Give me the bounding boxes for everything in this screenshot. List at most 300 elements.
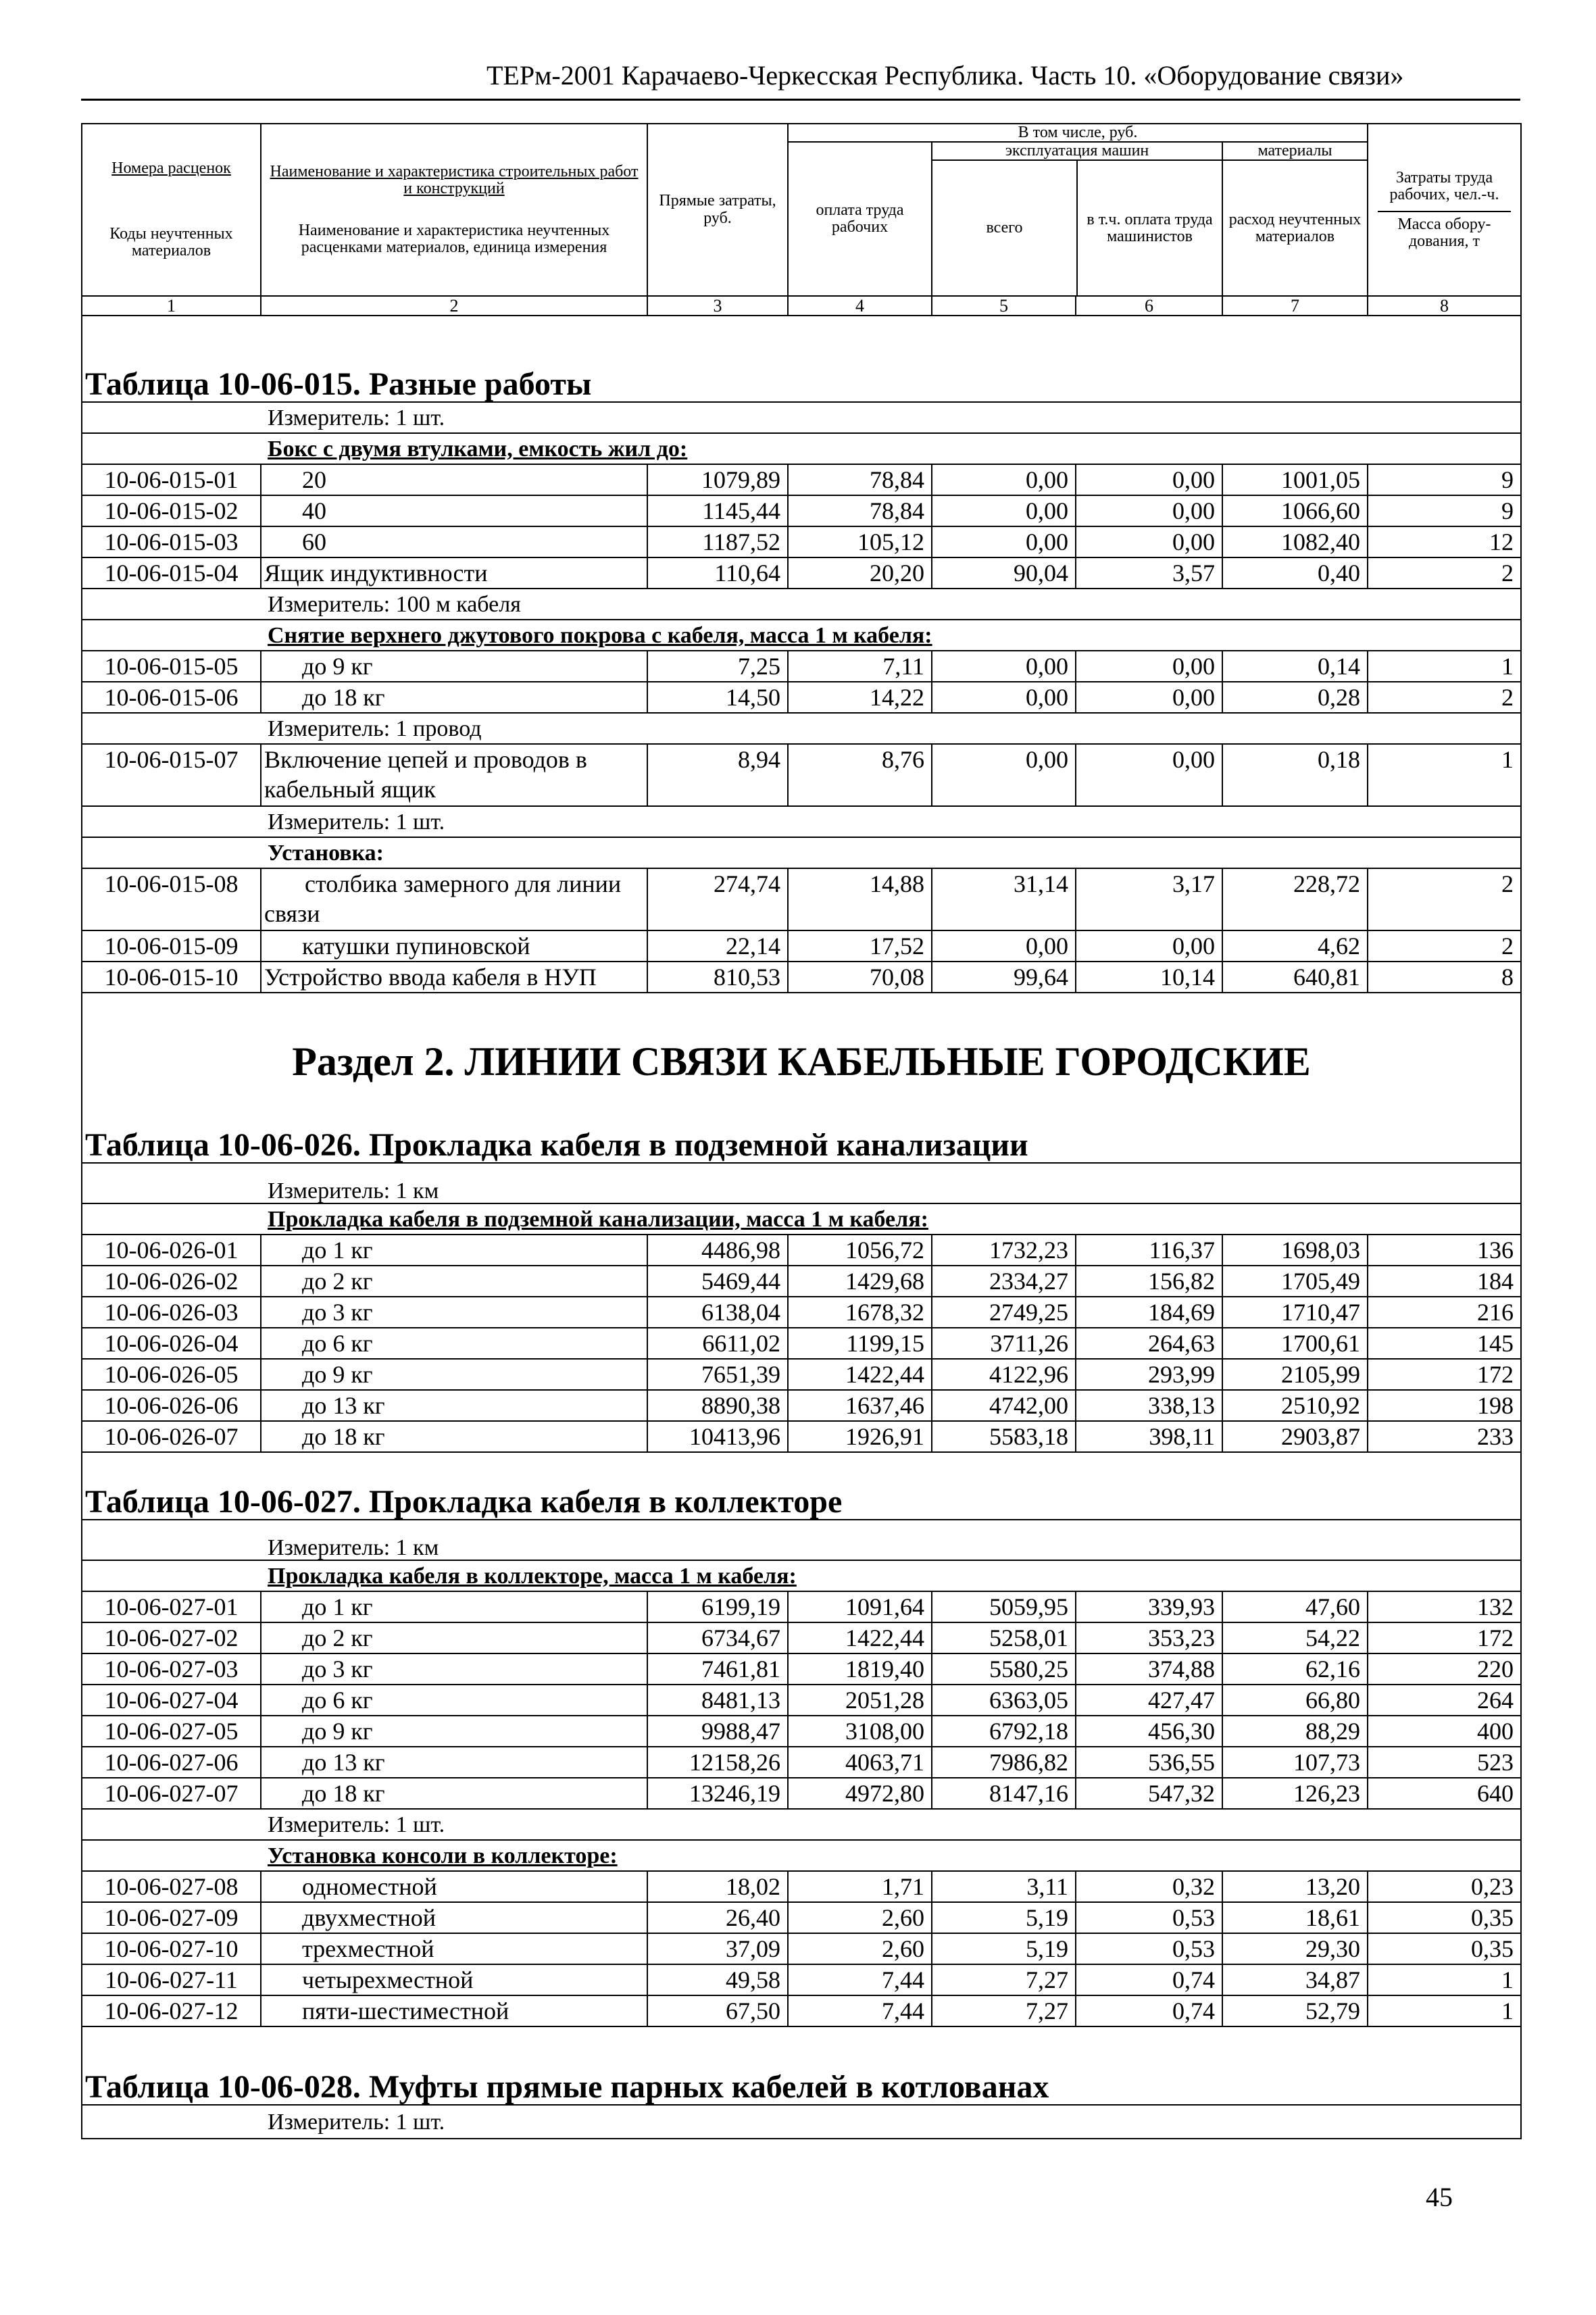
table-row [82, 1235, 1521, 1266]
rate-code: 10-06-015-08 [82, 868, 261, 930]
rate-code: 10-06-026-05 [82, 1359, 261, 1390]
work-name: до 13 кг [261, 1390, 647, 1421]
direct-costs: 110,64 [647, 557, 788, 589]
labor-hours: 172 [1368, 1359, 1521, 1390]
machine-costs: 31,14 [932, 868, 1076, 930]
worker-pay: 20,20 [788, 557, 932, 589]
labor-hours: 0,35 [1368, 1902, 1521, 1933]
labor-hours: 1 [1368, 1964, 1521, 1995]
materials-cost: 126,23 [1222, 1778, 1368, 1809]
worker-pay: 1091,64 [788, 1591, 932, 1622]
work-name: до 2 кг [261, 1266, 647, 1297]
work-name: до 18 кг [261, 1778, 647, 1809]
machine-costs: 6363,05 [932, 1685, 1076, 1716]
worker-pay: 1422,44 [788, 1359, 932, 1390]
table-row [82, 1653, 1521, 1685]
worker-pay: 7,11 [788, 651, 932, 682]
machine-costs: 7,27 [932, 1964, 1076, 1995]
machine-costs: 2749,25 [932, 1297, 1076, 1328]
direct-costs: 26,40 [647, 1902, 788, 1933]
labor-hours: 2 [1368, 557, 1521, 589]
unit-row [82, 806, 1521, 837]
machinist-pay: 0,00 [1076, 651, 1222, 682]
worker-pay: 14,22 [788, 682, 932, 713]
unit-label: Измеритель: 1 шт. [261, 402, 1521, 433]
materials-cost: 1698,03 [1222, 1235, 1368, 1266]
direct-costs: 6734,67 [647, 1622, 788, 1653]
rate-code: 10-06-026-07 [82, 1421, 261, 1452]
table-row [82, 1933, 1521, 1964]
machinist-pay: 536,55 [1076, 1747, 1222, 1778]
direct-costs: 1079,89 [647, 464, 788, 495]
worker-pay: 105,12 [788, 526, 932, 557]
materials-cost: 29,30 [1222, 1933, 1368, 1964]
group-label: Установка: [261, 837, 1521, 868]
rate-code: 10-06-015-02 [82, 495, 261, 526]
table-row [82, 464, 1521, 495]
rate-code: 10-06-026-06 [82, 1390, 261, 1421]
page-number: 45 [1426, 2182, 1453, 2212]
unit-label: Измеритель: 1 шт. [261, 1809, 1521, 1840]
labor-hours: 132 [1368, 1591, 1521, 1622]
table-title-028: Таблица 10-06-028. Муфты прямые парных кабелей в котлованах [82, 2026, 1521, 2105]
work-name: до 2 кг [261, 1622, 647, 1653]
labor-hours: 145 [1368, 1328, 1521, 1359]
labor-hours: 1 [1368, 744, 1521, 806]
materials-cost: 1710,47 [1222, 1297, 1368, 1328]
labor-hours: 233 [1368, 1421, 1521, 1452]
machine-costs: 6792,18 [932, 1716, 1076, 1747]
machinist-pay: 0,53 [1076, 1933, 1222, 1964]
machinist-pay: 456,30 [1076, 1716, 1222, 1747]
direct-costs: 22,14 [647, 930, 788, 962]
col-number: 7 [1222, 296, 1368, 316]
group-row [82, 1203, 1521, 1235]
machine-costs: 5,19 [932, 1902, 1076, 1933]
direct-costs: 6138,04 [647, 1297, 788, 1328]
rate-code: 10-06-026-02 [82, 1266, 261, 1297]
table-row [82, 1390, 1521, 1421]
labor-hours: 1 [1368, 1995, 1521, 2026]
work-name: до 6 кг [261, 1685, 647, 1716]
machinist-pay: 0,00 [1076, 495, 1222, 526]
work-name: до 3 кг [261, 1297, 647, 1328]
work-name: катушки пупиновской [261, 930, 647, 962]
table-row [82, 962, 1521, 993]
worker-pay: 7,44 [788, 1995, 932, 2026]
header-direct-costs: Прямые затраты, руб. [647, 124, 788, 296]
rate-code: 10-06-015-05 [82, 651, 261, 682]
direct-costs: 18,02 [647, 1871, 788, 1902]
table-row [82, 1359, 1521, 1390]
table-row [82, 1266, 1521, 1297]
direct-costs: 14,50 [647, 682, 788, 713]
labor-hours: 9 [1368, 495, 1521, 526]
machinist-pay: 184,69 [1076, 1297, 1222, 1328]
machine-costs: 7,27 [932, 1995, 1076, 2026]
table-row [82, 1421, 1521, 1452]
materials-cost: 62,16 [1222, 1653, 1368, 1685]
table-title-row [82, 316, 1521, 402]
unit-label: Измеритель: 1 шт. [261, 806, 1521, 837]
materials-cost: 47,60 [1222, 1591, 1368, 1622]
group-label: Установка консоли в коллекторе: [261, 1840, 1521, 1871]
section-title-row [82, 993, 1521, 1083]
worker-pay: 1056,72 [788, 1235, 932, 1266]
header-codes [82, 124, 261, 296]
table-row [82, 1328, 1521, 1359]
machine-costs: 5,19 [932, 1933, 1076, 1964]
machinist-pay: 0,00 [1076, 930, 1222, 962]
work-name: до 9 кг [261, 651, 647, 682]
col-number: 8 [1368, 296, 1521, 316]
materials-cost: 1082,40 [1222, 526, 1368, 557]
materials-cost: 66,80 [1222, 1685, 1368, 1716]
machinist-pay: 353,23 [1076, 1622, 1222, 1653]
header-labor-costs: Затраты труда рабочих, чел.-ч. [1389, 169, 1499, 204]
labor-hours: 400 [1368, 1716, 1521, 1747]
work-name: столбика замерного для линии связи [261, 868, 647, 930]
worker-pay: 1637,46 [788, 1390, 932, 1421]
labor-hours: 9 [1368, 464, 1521, 495]
table-row [82, 1685, 1521, 1716]
materials-cost: 228,72 [1222, 868, 1368, 930]
machine-costs: 5258,01 [932, 1622, 1076, 1653]
col-number: 2 [261, 296, 647, 316]
header-machines [932, 142, 1222, 296]
work-name: трехместной [261, 1933, 647, 1964]
machine-costs: 8147,16 [932, 1778, 1076, 1809]
col-number: 3 [647, 296, 788, 316]
rate-code: 10-06-015-10 [82, 962, 261, 993]
work-name: до 18 кг [261, 682, 647, 713]
group-label: Прокладка кабеля в подземной канализации, масса 1 м кабеля: [261, 1203, 1521, 1235]
machine-costs: 3,11 [932, 1871, 1076, 1902]
materials-cost: 2105,99 [1222, 1359, 1368, 1390]
work-name: 40 [261, 495, 647, 526]
direct-costs: 810,53 [647, 962, 788, 993]
work-name: 60 [261, 526, 647, 557]
materials-cost: 1700,61 [1222, 1328, 1368, 1359]
table-row [82, 1964, 1521, 1995]
work-name: до 3 кг [261, 1653, 647, 1685]
table-row [82, 526, 1521, 557]
worker-pay: 17,52 [788, 930, 932, 962]
direct-costs: 12158,26 [647, 1747, 788, 1778]
machinist-pay: 116,37 [1076, 1235, 1222, 1266]
labor-hours: 2 [1368, 930, 1521, 962]
machine-costs: 0,00 [932, 930, 1076, 962]
machine-costs: 0,00 [932, 651, 1076, 682]
worker-pay: 1429,68 [788, 1266, 932, 1297]
group-row [82, 433, 1521, 464]
labor-hours: 220 [1368, 1653, 1521, 1685]
rate-code: 10-06-026-04 [82, 1328, 261, 1359]
header-equipment-mass: Масса обору-дования, т [1397, 215, 1491, 250]
unit-label: Измеритель: 1 км [261, 1163, 1521, 1203]
rate-code: 10-06-015-09 [82, 930, 261, 962]
rate-code: 10-06-027-12 [82, 1995, 261, 2026]
table-row [82, 495, 1521, 526]
machine-costs: 4742,00 [932, 1390, 1076, 1421]
machinist-pay: 427,47 [1076, 1685, 1222, 1716]
rate-code: 10-06-027-08 [82, 1871, 261, 1902]
direct-costs: 274,74 [647, 868, 788, 930]
table-row [82, 1716, 1521, 1747]
table-title-row [82, 2026, 1521, 2105]
table-row [82, 1297, 1521, 1328]
direct-costs: 13246,19 [647, 1778, 788, 1809]
rate-code: 10-06-027-02 [82, 1622, 261, 1653]
worker-pay: 78,84 [788, 464, 932, 495]
worker-pay: 4063,71 [788, 1747, 932, 1778]
header-materials [1222, 142, 1368, 296]
direct-costs: 8481,13 [647, 1685, 788, 1716]
header-machines-total: всего [932, 160, 1077, 295]
group-row [82, 620, 1521, 651]
labor-hours: 264 [1368, 1685, 1521, 1716]
labor-hours: 0,23 [1368, 1871, 1521, 1902]
unit-label: Измеритель: 1 провод [261, 713, 1521, 744]
machine-costs: 0,00 [932, 744, 1076, 806]
table-row [82, 1995, 1521, 2026]
labor-hours: 640 [1368, 1778, 1521, 1809]
table-row [82, 1591, 1521, 1622]
price-table-frame [81, 123, 1520, 2187]
machine-costs: 0,00 [932, 526, 1076, 557]
header-machinists-pay: в т.ч. оплата труда машинистов [1087, 210, 1213, 245]
materials-cost: 1001,05 [1222, 464, 1368, 495]
materials-cost: 1066,60 [1222, 495, 1368, 526]
machinist-pay: 0,53 [1076, 1902, 1222, 1933]
labor-hours: 523 [1368, 1747, 1521, 1778]
unit-row [82, 1163, 1521, 1203]
rate-code: 10-06-015-06 [82, 682, 261, 713]
unit-row [82, 713, 1521, 744]
machinist-pay: 156,82 [1076, 1266, 1222, 1297]
rate-code: 10-06-027-09 [82, 1902, 261, 1933]
direct-costs: 5469,44 [647, 1266, 788, 1297]
unit-label: Измеритель: 100 м кабеля [261, 589, 1521, 620]
labor-hours: 172 [1368, 1622, 1521, 1653]
direct-costs: 1145,44 [647, 495, 788, 526]
running-head: ТЕРм-2001 Карачаево-Черкесская Республика. Часть 10. «Оборудование связи» [487, 60, 1404, 91]
section-title: Раздел 2. ЛИНИИ СВЯЗИ КАБЕЛЬНЫЕ ГОРОДСКИЕ [82, 993, 1521, 1083]
machine-costs: 2334,27 [932, 1266, 1076, 1297]
labor-hours: 2 [1368, 868, 1521, 930]
group-label: Бокс с двумя втулками, емкость жил до: [261, 433, 1521, 464]
machinist-pay: 0,00 [1076, 464, 1222, 495]
worker-pay: 1,71 [788, 1871, 932, 1902]
table-row [82, 1747, 1521, 1778]
machinist-pay: 339,93 [1076, 1591, 1222, 1622]
machine-costs: 4122,96 [932, 1359, 1076, 1390]
group-row [82, 837, 1521, 868]
worker-pay: 2,60 [788, 1902, 932, 1933]
materials-cost: 54,22 [1222, 1622, 1368, 1653]
header-names [261, 124, 647, 296]
rate-code: 10-06-027-03 [82, 1653, 261, 1685]
rate-code: 10-06-015-04 [82, 557, 261, 589]
work-name: до 9 кг [261, 1716, 647, 1747]
table-title-026: Таблица 10-06-026. Прокладка кабеля в подземной канализации [82, 1083, 1521, 1163]
machine-costs: 3711,26 [932, 1328, 1076, 1359]
materials-cost: 2510,92 [1222, 1390, 1368, 1421]
col-number: 5 [932, 296, 1076, 316]
labor-hours: 2 [1368, 682, 1521, 713]
rate-code: 10-06-027-05 [82, 1716, 261, 1747]
machine-costs: 1732,23 [932, 1235, 1076, 1266]
direct-costs: 7461,81 [647, 1653, 788, 1685]
labor-hours: 0,35 [1368, 1933, 1521, 1964]
header-worker-pay: оплата труда рабочих [788, 142, 932, 296]
direct-costs: 6611,02 [647, 1328, 788, 1359]
direct-costs: 7,25 [647, 651, 788, 682]
work-name: до 1 кг [261, 1235, 647, 1266]
worker-pay: 1678,32 [788, 1297, 932, 1328]
table-row [82, 744, 1521, 806]
machinist-pay: 0,32 [1076, 1871, 1222, 1902]
table-row [82, 930, 1521, 962]
table-row [82, 651, 1521, 682]
table-title-row [82, 1452, 1521, 1520]
table-row [82, 1778, 1521, 1809]
machine-costs: 0,00 [932, 464, 1076, 495]
materials-cost: 0,28 [1222, 682, 1368, 713]
col-number: 1 [82, 296, 261, 316]
rate-code: 10-06-027-06 [82, 1747, 261, 1778]
work-name: одноместной [261, 1871, 647, 1902]
rate-code: 10-06-027-01 [82, 1591, 261, 1622]
materials-cost: 0,14 [1222, 651, 1368, 682]
machinist-pay: 3,57 [1076, 557, 1222, 589]
unit-row [82, 2105, 1521, 2139]
machinist-pay: 10,14 [1076, 962, 1222, 993]
table-row [82, 1871, 1521, 1902]
worker-pay: 2051,28 [788, 1685, 932, 1716]
col-number: 4 [788, 296, 932, 316]
col-number: 6 [1076, 296, 1222, 316]
machinist-pay: 0,00 [1076, 682, 1222, 713]
work-name: 20 [261, 464, 647, 495]
direct-costs: 7651,39 [647, 1359, 788, 1390]
materials-cost: 13,20 [1222, 1871, 1368, 1902]
work-name: четырехместной [261, 1964, 647, 1995]
header-labor-mass [1368, 124, 1521, 296]
header-rule [81, 99, 1520, 101]
machinist-pay: 293,99 [1076, 1359, 1222, 1390]
table-title-row [82, 1083, 1521, 1163]
direct-costs: 67,50 [647, 1995, 788, 2026]
table-row [82, 682, 1521, 713]
materials-cost: 88,29 [1222, 1716, 1368, 1747]
work-name: до 9 кг [261, 1359, 647, 1390]
labor-hours: 1 [1368, 651, 1521, 682]
work-name: до 13 кг [261, 1747, 647, 1778]
machine-costs: 7986,82 [932, 1747, 1076, 1778]
header-materials-label: материалы [1223, 143, 1367, 160]
rate-code: 10-06-015-03 [82, 526, 261, 557]
labor-hours: 8 [1368, 962, 1521, 993]
machine-costs: 99,64 [932, 962, 1076, 993]
rate-code: 10-06-027-04 [82, 1685, 261, 1716]
header-codes-top: Номера расценок [111, 159, 231, 177]
direct-costs: 9988,47 [647, 1716, 788, 1747]
work-name: двухместной [261, 1902, 647, 1933]
machinist-pay: 398,11 [1076, 1421, 1222, 1452]
header-names-bottom: Наименование и характеристика неучтенных расценками материалов, единица измерения [298, 221, 610, 256]
table-title-015: Таблица 10-06-015. Разные работы [82, 316, 1521, 402]
table-row [82, 557, 1521, 589]
work-name: Ящик индуктивности [261, 557, 647, 589]
worker-pay: 3108,00 [788, 1716, 932, 1747]
materials-cost: 640,81 [1222, 962, 1368, 993]
work-name: пяти-шестиместной [261, 1995, 647, 2026]
worker-pay: 1819,40 [788, 1653, 932, 1685]
work-name: Включение цепей и проводов в кабельный ящик [261, 744, 647, 806]
machinist-pay: 264,63 [1076, 1328, 1222, 1359]
rate-code: 10-06-027-07 [82, 1778, 261, 1809]
direct-costs: 8,94 [647, 744, 788, 806]
work-name: Устройство ввода кабеля в НУП [261, 962, 647, 993]
worker-pay: 1926,91 [788, 1421, 932, 1452]
rate-code: 10-06-015-01 [82, 464, 261, 495]
unit-label: Измеритель: 1 шт. [261, 2105, 1521, 2139]
machinist-pay: 374,88 [1076, 1653, 1222, 1685]
table-row [82, 1902, 1521, 1933]
machine-costs: 0,00 [932, 495, 1076, 526]
direct-costs: 6199,19 [647, 1591, 788, 1622]
unit-row [82, 589, 1521, 620]
work-name: до 1 кг [261, 1591, 647, 1622]
machinist-pay: 0,74 [1076, 1995, 1222, 2026]
worker-pay: 7,44 [788, 1964, 932, 1995]
machinist-pay: 338,13 [1076, 1390, 1222, 1421]
machinist-pay: 3,17 [1076, 868, 1222, 930]
machinist-pay: 547,32 [1076, 1778, 1222, 1809]
direct-costs: 37,09 [647, 1933, 788, 1964]
table-row [82, 868, 1521, 930]
materials-cost: 34,87 [1222, 1964, 1368, 1995]
worker-pay: 8,76 [788, 744, 932, 806]
table-title-027: Таблица 10-06-027. Прокладка кабеля в коллекторе [82, 1452, 1521, 1520]
machine-costs: 5059,95 [932, 1591, 1076, 1622]
labor-hours: 184 [1368, 1266, 1521, 1297]
rate-code: 10-06-026-03 [82, 1297, 261, 1328]
table-header-row-1 [82, 124, 1521, 142]
header-including: В том числе, руб. [788, 124, 1368, 142]
unit-row [82, 1520, 1521, 1560]
header-labor-divider [1378, 211, 1511, 212]
unit-row [82, 402, 1521, 433]
worker-pay: 14,88 [788, 868, 932, 930]
header-machines-label: эксплуатация машин [932, 143, 1222, 160]
worker-pay: 4972,80 [788, 1778, 932, 1809]
machine-costs: 0,00 [932, 682, 1076, 713]
machine-costs: 90,04 [932, 557, 1076, 589]
header-codes-bottom: Коды неучтенных материалов [109, 225, 233, 260]
direct-costs: 49,58 [647, 1964, 788, 1995]
direct-costs: 1187,52 [647, 526, 788, 557]
materials-cost: 1705,49 [1222, 1266, 1368, 1297]
machinist-pay: 0,00 [1076, 526, 1222, 557]
materials-cost: 0,18 [1222, 744, 1368, 806]
rate-code: 10-06-026-01 [82, 1235, 261, 1266]
materials-cost: 4,62 [1222, 930, 1368, 962]
labor-hours: 136 [1368, 1235, 1521, 1266]
group-label: Снятие верхнего джутового покрова с кабеля, масса 1 м кабеля: [261, 620, 1521, 651]
unit-row [82, 1809, 1521, 1840]
